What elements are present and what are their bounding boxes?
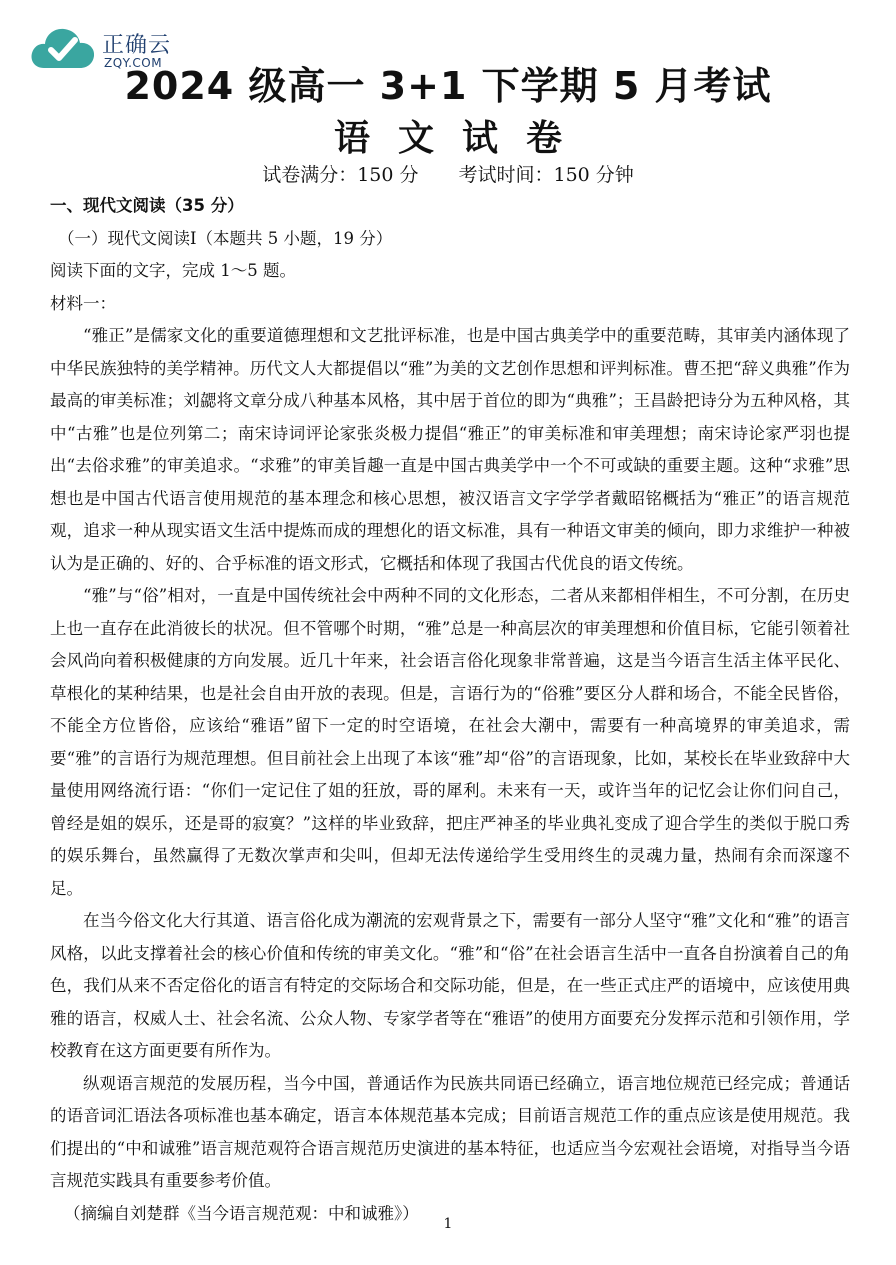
full-score: 试卷满分：150 分 — [262, 164, 419, 186]
material-label: 材料一： — [50, 293, 116, 313]
exam-title: 2024 级高一 3+1 下学期 5 月考试 — [124, 64, 772, 108]
exam-body — [50, 190, 850, 1230]
exam-meta — [0, 160, 896, 187]
logo-url: ZQY.COM — [104, 56, 163, 70]
logo-name: 正确云 — [102, 33, 172, 58]
section-heading: 一、现代文阅读（35 分） — [50, 196, 244, 215]
exam-time: 考试时间：150 分钟 — [458, 164, 634, 186]
source-citation: （摘编自刘楚群《当今语言规范观：中和诚雅》） — [64, 1203, 419, 1223]
paragraph-4: 纵观语言规范的发展历程，当今中国，普通话作为民族共同语已经确立，语言地位规范已经完成；普通话的语音词汇语法各项标准也基本确定，语言本体规范基本完成；目前语言规范工作的重点应该是使用规范。我们提出的“中和诚雅”语言规范观符合语言规范历史演进的基本特征，也适应当今宏观社会语境，对指导当今语言规范实践具有重要参考价值。 — [50, 1073, 850, 1190]
paragraph-1: “雅正”是儒家文化的重要道德理想和文艺批评标准，也是中国古典美学中的重要范畴，其审美内涵体现了中华民族独特的美学精神。历代文人大都提倡以“雅”为美的文艺创作思想和评判标准。曹丕把“辞义典雅”作为最高的审美标准；刘勰将文章分成八种基本风格，其中居于首位的即为“典雅”；王昌龄把诗分为五种风格，其中“古雅”也是位列第二；南宋诗词评论家张炎极力提倡“雅正”的审美标准和审美理想；南宋诗论家严羽也提出“去俗求雅”的审美追求。“求雅”的审美旨趣一直是中国古典美学中一个不可或缺的重要主题。这种“求雅”思想也是中国古代语言使用规范的基本理念和核心思想，被汉语言文字学学者戴昭铭概括为“雅正”的语言规范观，追求一种从现实语文生活中提炼而成的理想化的语文标准，具有一种语文审美的倾向，即力求维护一种被认为是正确的、好的、合乎标准的语文形式，它概括和体现了我国古代优良的语文传统。 — [50, 326, 850, 573]
paragraph-2: “雅”与“俗”相对，一直是中国传统社会中两种不同的文化形态，二者从来都相伴相生，不可分割，在历史上也一直存在此消彼长的状况。但不管哪个时期，“雅”总是一种高层次的审美理想和价值目标，它能引领着社会风尚向着积极健康的方向发展。近几十年来，社会语言俗化现象非常普遍，这是当今语言生活主体平民化、草根化的某种结果，也是社会自由开放的表现。但是，言语行为的“俗雅”要区分人群和场合，不能全民皆俗，不能全方位皆俗，应该给“雅语”留下一定的时空语境，在社会大潮中，需要有一种高境界的审美追求，需要“雅”的言语行为规范理想。但目前社会上出现了本该“雅”却“俗”的言语现象，比如，某校长在毕业致辞中大量使用网络流行语：“你们一定记住了姐的狂放，哥的犀利。未来有一天，或许当年的记忆会让你们问自己，曾经是姐的娱乐，还是哥的寂寞？”这样的毕业致辞，把庄严神圣的毕业典礼变成了迎合学生的类似于脱口秀的娱乐舞台，虽然赢得了无数次掌声和尖叫，但却无法传递给学生受用终生的灵魂力量，热闹有余而深邃不足。 — [50, 586, 850, 898]
reading-instruction: 阅读下面的文字，完成 1～5 题。 — [50, 261, 296, 280]
paragraph-3: 在当今俗文化大行其道、语言俗化成为潮流的宏观背景之下，需要有一部分人坚守“雅”文化和“雅”的语言风格，以此支撑着社会的核心价值和传统的审美文化。“雅”和“俗”在社会语言生活中一直各自扮演着自己的角色，我们从来不否定俗化的语言有特定的交际场合和交际功能，但是，在一些正式庄严的语境中，应该使用典雅的语言，权威人士、社会名流、公众人物、专家学者等在“雅语”的使用方面要充分发挥示范和引领作用，学校教育在这方面更要有所作为。 — [50, 911, 850, 1060]
subsection-heading: （一）现代文阅读Ⅰ（本题共 5 小题，19 分） — [58, 228, 393, 248]
paper-subtitle: 语文试卷 — [333, 117, 590, 159]
page-number: 1 — [443, 1216, 453, 1232]
